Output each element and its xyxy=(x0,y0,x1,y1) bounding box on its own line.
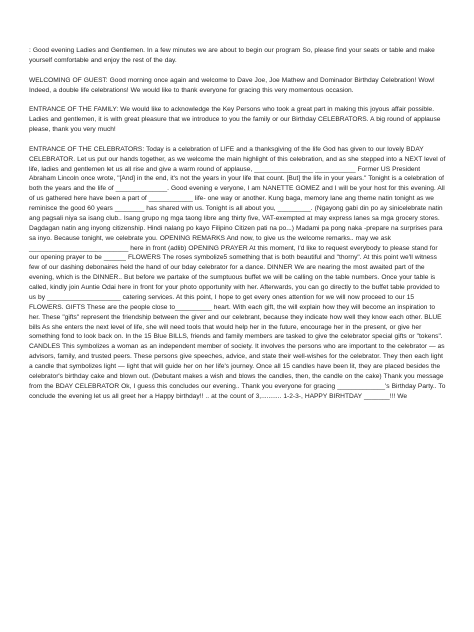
paragraph-opening: : Good evening Ladies and Gentlemen. In a few minutes we are about to begin our program So, please find your seats or table and make yourself comfortable and enjoy the rest of the day. xyxy=(29,47,435,64)
paragraph-entrance-of-family: ENTRANCE OF THE FAMILY: We would like to acknowledge the Key Persons who took a great part in making this joyous affair possible. Ladies and gentlemen, it is with great pleasure that we introduce to you the family or our Birthday CELEBRATORS. A big round of applause please, thank you very much! xyxy=(29,106,441,133)
document-body xyxy=(29,46,447,402)
paragraph-welcoming-of-guest: WELCOMING OF GUEST: Good morning once again and welcome to Dave Joe, Joe Mathew and Dominador Birthday Celebration! Wow! Indeed, a double life celebrations! We would like to thank everyone for gracing this very momentous occasion. xyxy=(29,76,435,94)
paragraph-entrance-of-celebrators: ENTRANCE OF THE CELEBRATORS: Today is a celebration of LIFE and a thanksgiving of the life God has given to our lovely BDAY CELEBRATOR. Let us put our hands together, as we welcome the main highlight of this celebration, and as she stepped into a NEXT level of life, ladies and gentlemen let us all rise and give a warm round of applause, ________________ ___________ Former US President Abraham Lincoln once wrote, "[And] in the end, it's not the years in your life that count. [But] the life in your years." Tonight is a celebration of both the years and the life of ______________. Good evening e veryone, I am NANETTE GOMEZ and I will be your host for this evening. All of us gathered here have been a part of ____________ life- one way or another. Kung baga, memory lane ang theme natin tonight as we reminisce the good 60 years ________ has shared with us. Tonight is all about you, _________. (Ngayong gabi din po ay sinicelebrate natin ang pagsali niya sa isang club.. Isang grupo ng mga taong libre ang thirty five, VAT-exempted at may express lanes sa mga grocery stores. Dagdagan natin ang inyong citizenship. Hindi nalang po kayo Filipino Citizen pati na po...) Madami pa pong naka -prepare na surprises para sa inyo. Because tonight, we celebrate you. OPENING REMARKS And now, to give us the welcome remarks.. may we ask ___________________________ here in front (adlib) OPENING PRAYER At this moment, I'd like to request everybody to please stand for our opening prayer to be ______ FLOWERS The roses symbolize5 something that is both beautiful and "thorny". At this point we'll witness few of our dashing debonaires held the hand of our bday celebrator for a dance. DINNER We are nearing the most awaited part of the evening, which is the DINNER.. But before we partake of the sumptuous buffet we will be calling on the table numbers. Once your table is called, kindly join Auntie Odai here in front for your photo opportunity with her. Afterwards, you can go directly to the buffet table provided to us by ____________________ catering services. At this point, I hope to get every ones attention for we will now proceed to our 15 FLOWERS. GIFTS These are the people close to__________ heart. With each gift, the will explain how they will become an inspiration to her. These "gifts" represent the friendship between the giver and our celebrant, because they indicate how well they know each other. BLUE bills As she enters the next level of life, she will need tools that would help her in the future, encourage her in the present, or give her something fond to look back on. In the 15 Blue BILLS, friends and family members are tasked to give the celebrator special gifts or "tokens". CANDLES This symbolizes a woman as an independent member of society. It involves the persons who are important to the celebrator — as advisors, family, and trusted peers. These persons give speeches, advice, and state their well-wishes for the celebrator. They then each light a candle that symbolizes light — light that will guide her on her life's journey. Once all 15 candles have been lit, they are placed besides the celebrator's birthday cake and blown out. (Debutant makes a wish and blows the candles, then, the candle on the cake) Thank you message from the BDAY CELEBRATOR Ok, I guess this concludes our evening.. Thank you everyone for gracing _____________'s Birthday Party.. To conclude the evening let us all greet her a Happy birthday!! .. at the count of 3,........... 1-2-3-, HAPPY BIRHTDAY _______!!! We xyxy=(29,145,446,400)
